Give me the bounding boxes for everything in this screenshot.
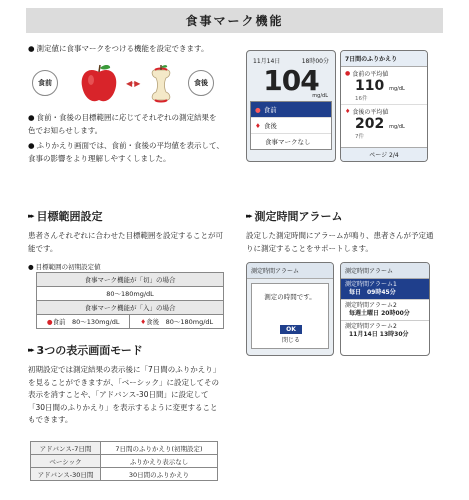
before-avg-label: 食前の平均値: [352, 71, 389, 78]
table-value-before: ●食前 80〜130mg/dL: [37, 315, 130, 329]
table-row: アドバンス-7日間 7日間のふりかえり(初期設定): [31, 442, 218, 455]
after-avg-label: 食後の平均値: [352, 109, 389, 116]
after-count: 7件: [355, 134, 364, 140]
display-modes-heading: ▸▸▸ 3つの表示画面モード: [28, 344, 143, 357]
unit-label: mg/dL: [389, 124, 405, 130]
target-range-heading: ▸▸▸ 目標範囲設定: [28, 210, 103, 223]
table-row: ベーシック ふりかえり表示なし: [31, 455, 218, 468]
apple-icon: ●: [255, 105, 261, 114]
apple-core-icon: ♦: [255, 121, 261, 130]
apple-core-icon: ♦: [140, 318, 147, 326]
apple-icon: [78, 62, 120, 106]
target-range-table: [36, 272, 224, 329]
display-modes-table: [30, 441, 218, 481]
table-caption: ● 目標範囲の初期設定値: [28, 263, 101, 271]
glucose-value: 104: [263, 64, 319, 97]
meal-mark-menu: [250, 101, 332, 150]
page-title: 食事マーク機能: [26, 8, 443, 33]
alarm-list-header: 測定時間アラーム: [341, 263, 429, 279]
apple-icon: ●: [46, 318, 53, 326]
before-count: 16件: [355, 96, 368, 102]
page-indicator: ページ 2/4: [341, 147, 427, 161]
feature-1: ● 食前・食後の目標範囲に応じてそれぞれの測定結果を色でお知らせします。: [28, 113, 217, 135]
feature-2: ● ふりかえり画面では、食前・食後の平均値を表示して、食事の影響をより理解しやすくしました。: [28, 141, 224, 163]
alarm-screen-list: [340, 262, 430, 356]
review-header: 7日間のふりかえり: [341, 51, 427, 67]
table-value-off: 80〜180mg/dL: [37, 287, 224, 301]
menu-item-before-meal[interactable]: ● 食前: [251, 102, 331, 118]
apple-core-icon: [148, 64, 174, 106]
bullet-icon: ●: [28, 141, 35, 150]
bullet-icon: ●: [28, 113, 35, 122]
table-row: アドバンス-30日間 30日間のふりかえり: [31, 468, 218, 481]
apple-icon: ●: [345, 70, 351, 77]
close-label: 閉じる: [281, 337, 300, 344]
alarm-message: 測定の時間です。: [264, 293, 316, 301]
device-time: 18時00分: [301, 58, 329, 65]
ok-button[interactable]: OK 閉じる: [281, 326, 300, 344]
table-header-off: 食事マーク機能が「切」の場合: [37, 273, 224, 287]
menu-item-after-meal[interactable]: ♦ 食後: [251, 118, 331, 134]
table-value-after: ♦食後 80〜180mg/dL: [130, 315, 224, 329]
table-header-on: 食事マーク機能が「入」の場合: [37, 301, 224, 315]
after-meal-badge: 食後: [188, 70, 214, 96]
intro-text-label: 測定値に食事マークをつける機能を設定できます。: [36, 44, 209, 53]
alarm-heading: ▸▸▸ 測定時間アラーム: [246, 210, 343, 223]
alarm-text: 設定した測定時間にアラームが鳴り、患者さんが予定通りに測定することをサポートします。: [246, 231, 434, 253]
display-modes-text: 初期設定では測定結果の表示後に「7日間のふりかえり」を見ることができますが、「ベーシック」に設定してその表示を消すことや、「アドバンス-30日間」に設定して「30日間のふりかえり」を表示するように変更することもできます。: [28, 365, 221, 424]
alarm-list-item[interactable]: 測定時間アラーム2 11月14日 13時30分: [345, 323, 409, 338]
chevron-right-icon: ▸▸▸: [28, 346, 33, 354]
alarm-list-item[interactable]: 測定時間アラーム1 毎日 09時45分: [341, 279, 429, 300]
before-avg-value: 110: [355, 78, 385, 94]
target-range-text: 患者さんそれぞれに合わせた目標範囲を設定することが可能です。: [28, 231, 223, 253]
glucose-unit: mg/dL: [312, 93, 328, 99]
device-screen-meal-mark: [246, 50, 336, 162]
alarm-screen-header: 測定時間アラーム: [247, 263, 333, 279]
chevron-right-icon: ▸▸▸: [246, 212, 251, 220]
meal-mark-illustration: [30, 62, 220, 106]
device-screen-review: [340, 50, 428, 162]
unit-label: mg/dL: [389, 86, 405, 92]
alarm-screen-notify: [246, 262, 334, 356]
after-avg-value: 202: [355, 116, 385, 132]
intro-text: [28, 43, 208, 54]
menu-item-no-mark[interactable]: 食事マークなし: [265, 138, 311, 146]
chevron-right-icon: ▸▸▸: [28, 212, 33, 220]
bullet-icon: ●: [28, 44, 35, 53]
apple-core-icon: ♦: [345, 108, 351, 115]
alarm-list-item[interactable]: 測定時間アラーム2 毎週土曜日 20時00分: [341, 300, 429, 321]
bullet-icon: ●: [28, 263, 34, 271]
device-date: 11月14日: [253, 58, 281, 65]
before-meal-badge: 食前: [32, 70, 58, 96]
arrow-icon: ◀··▶: [126, 79, 140, 88]
